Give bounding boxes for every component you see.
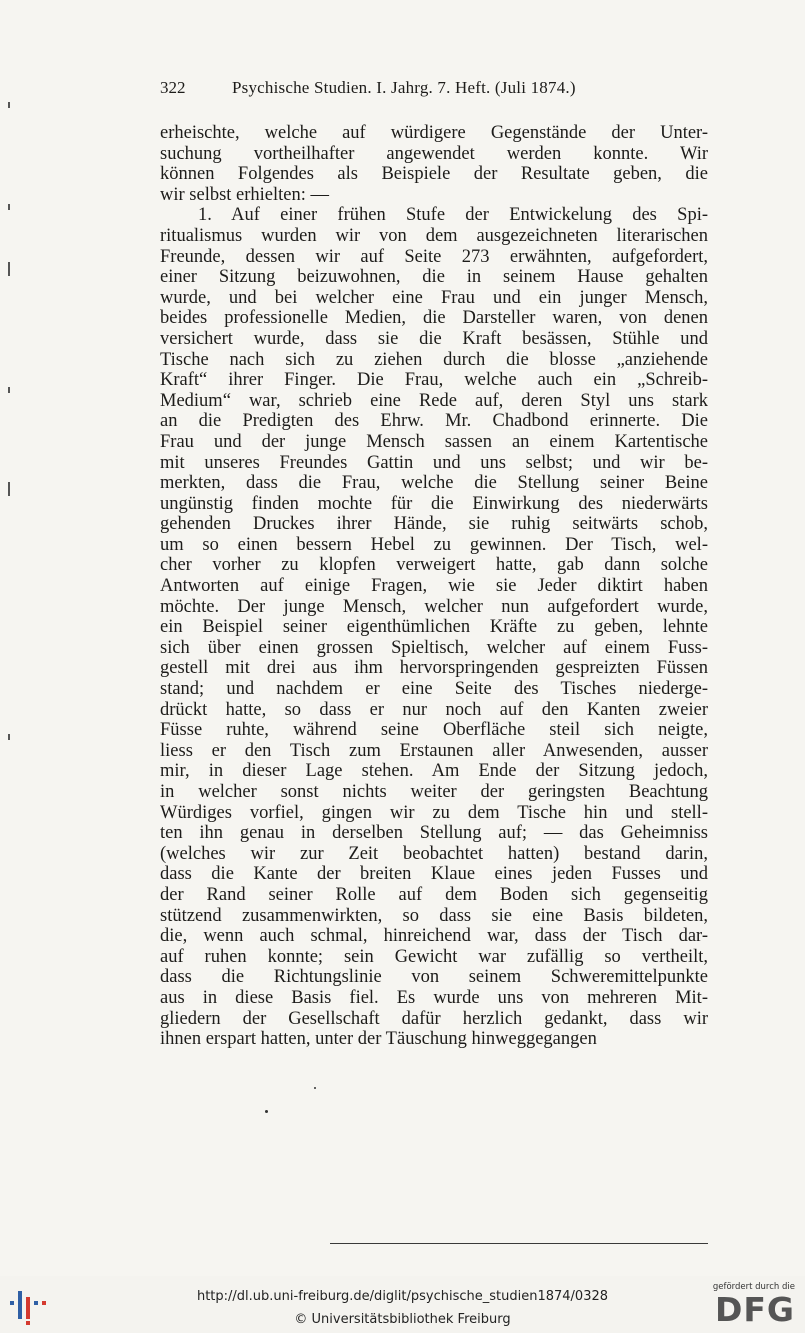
- text-line: (welches wir zur Zeit beobachtet hatten) bestand darin,: [160, 843, 708, 864]
- ink-speck: [314, 1087, 316, 1089]
- ink-speck: [265, 1110, 268, 1113]
- text-line: Frau und der junge Mensch sassen an einem Kartentische: [160, 431, 708, 452]
- text-line: möchte. Der junge Mensch, welcher nun aufgefordert wurde,: [160, 596, 708, 617]
- text-line: mir, in dieser Lage stehen. Am Ende der Sitzung jedoch,: [160, 761, 708, 782]
- text-line: ein Beispiel seiner eigenthümlichen Kräfte zu geben, lehnte: [160, 617, 708, 638]
- text-line: einer Sitzung beizuwohnen, die in seinem Hause gehalten: [160, 267, 708, 288]
- text-line: dass die Richtungslinie von seinem Schweremittelpunkte: [160, 967, 708, 988]
- text-line: drückt hatte, so dass er nur noch auf den Kanten zweier: [160, 699, 708, 720]
- text-line: dass die Kante der breiten Klaue eines jeden Fusses und: [160, 864, 708, 885]
- text-line: gestell mit drei aus ihm hervorspringenden gespreizten Füssen: [160, 658, 708, 679]
- dfg-logo: DFG: [714, 1290, 795, 1329]
- text-line: an die Predigten des Ehrw. Mr. Chadbond erinnerte. Die: [160, 411, 708, 432]
- text-line: der Rand seiner Rolle auf dem Boden sich gegenseitig: [160, 884, 708, 905]
- text-line: gliedern der Gesellschaft dafür herzlich gedankt, dass wir: [160, 1008, 708, 1029]
- text-line: merkten, dass die Frau, welche die Stellung seiner Beine: [160, 473, 708, 494]
- text-line: auf ruhen konnte; sein Gewicht war zufällig so vertheilt,: [160, 946, 708, 967]
- text-line: um so einen bessern Hebel zu gewinnen. Der Tisch, wel-: [160, 534, 708, 555]
- margin-mark: [8, 102, 10, 108]
- bottom-rule: [330, 1243, 708, 1244]
- text-line: ungünstig finden mochte für die Einwirkung des niederwärts: [160, 493, 708, 514]
- margin-mark: [8, 262, 10, 276]
- text-line: erheischte, welche auf würdigere Gegenstände der Unter-: [160, 123, 708, 143]
- text-line: Füsse ruhte, während seine Oberfläche steil sich neigte,: [160, 720, 708, 741]
- text-line: ten ihn genau in derselben Stellung auf; — das Geheimniss: [160, 823, 708, 844]
- permalink-url[interactable]: http://dl.ub.uni-freiburg.de/diglit/psychische_studien1874/0328: [196, 1289, 609, 1304]
- journal-title: Psychische Studien. I. Jahrg. 7. Heft. (Juli 1874.): [232, 78, 576, 97]
- text-line: Tische nach sich zu ziehen durch die blosse „anziehende: [160, 349, 708, 370]
- dfg-tagline: gefördert durch die: [712, 1282, 795, 1292]
- text-line: Würdiges vorfiel, gingen wir zu dem Tische hin und stell-: [160, 802, 708, 823]
- margin-mark: [8, 204, 10, 210]
- text-line: Freunde, dessen wir auf Seite 273 erwähnten, aufgefordert,: [160, 246, 708, 267]
- text-line: in welcher sonst nichts weiter der geringsten Beachtung: [160, 782, 708, 802]
- text-line: suchung vortheilhafter angewendet werden konnte. Wir: [160, 143, 708, 164]
- text-line: versichert wurde, dass sie die Kraft besässen, Stühle und: [160, 328, 708, 349]
- text-line: stand; und nachdem er eine Seite des Tisches niederge-: [160, 679, 708, 700]
- margin-mark: [8, 482, 10, 496]
- text-line: mit unseres Freundes Gattin und uns selbst; und wir be-: [160, 452, 708, 473]
- text-line: ihnen erspart hatten, unter der Täuschung hinweggegangen: [160, 1029, 597, 1050]
- text-line: 1. Auf einer frühen Stufe der Entwickelung des Spi-: [198, 205, 708, 226]
- text-line: gehenden Druckes ihrer Hände, sie ruhig seitwärts schob,: [160, 514, 708, 535]
- text-line: wir selbst erhielten: —: [160, 184, 330, 205]
- margin-mark: [8, 387, 10, 393]
- text-line: wurde, und bei welcher eine Frau und ein junger Mensch,: [160, 287, 708, 308]
- text-line: sich über einen grossen Spieltisch, welcher auf einem Fuss-: [160, 637, 708, 658]
- text-line: Medium“ war, schrieb eine Rede auf, deren Styl uns stark: [160, 390, 708, 411]
- viewer-footer: [0, 1276, 805, 1333]
- text-line: die, wenn auch schmal, hinreichend war, dass der Tisch dar-: [160, 926, 708, 947]
- text-line: aus in diese Basis fiel. Es wurde uns von mehreren Mit-: [160, 987, 708, 1008]
- page-number: 322: [160, 78, 186, 97]
- text-line: beides professionelle Medien, die Darsteller waren, von denen: [160, 308, 708, 329]
- text-line: ritualismus wurden wir von dem ausgezeichneten literarischen: [160, 225, 708, 246]
- text-line: können Folgendes als Beispiele der Resultate geben, die: [160, 164, 708, 185]
- text-line: Kraft“ ihrer Finger. Die Frau, welche auch ein „Schreib-: [160, 370, 708, 391]
- body-text: [160, 123, 708, 1050]
- copyright-notice: © Universitätsbibliothek Freiburg: [294, 1312, 511, 1327]
- text-line: cher vorher zu klopfen verweigert hatte, gab dann solche: [160, 555, 708, 576]
- text-line: stützend zusammenwirkten, so dass sie eine Basis bildeten,: [160, 905, 708, 926]
- margin-mark: [8, 734, 10, 740]
- text-line: liess er den Tisch zum Erstaunen aller Anwesenden, ausser: [160, 740, 708, 761]
- text-line: Antworten auf einige Fragen, wie sie Jeder diktirt haben: [160, 576, 708, 597]
